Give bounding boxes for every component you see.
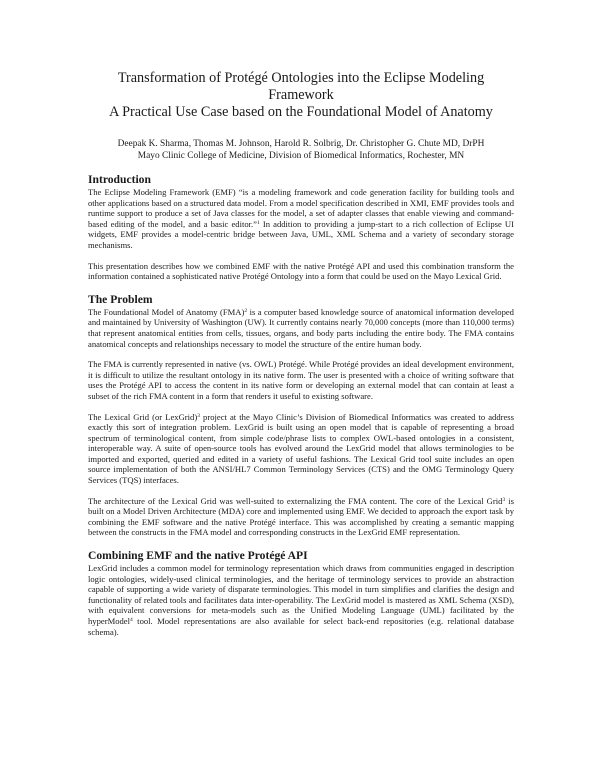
combining-paragraph-1: [88, 563, 514, 637]
problem-p3-text: The Lexical Grid (or LexGrid): [88, 411, 198, 422]
author-affiliation: Mayo Clinic College of Medicine, Division of Biomedical Informatics, Rochester, MN: [137, 151, 465, 161]
problem-paragraph-4: [88, 496, 514, 538]
intro-p1-text: The Eclipse Modeling Framework (EMF) “is a modeling framework and code generation facility for building tools and other applications based on a structured data model. From a model specification described in XMI, EMF provides tools and runtime support to produce a set of Java classes for the model, a set of adapter classes that enable viewing and command-based editing of the model, and a basic editor.”: [88, 187, 514, 229]
problem-p4-text-2: is built on a Model Driven Architecture (MDA) core and implemented using EMF. We decided to approach the export task by combining the EMF software and the native Protégé interface. This was accomplished by creating a semantic mapping between the constructs in the FMA model and corresponding constructs in the LexGrid EMF representation.: [88, 495, 514, 538]
combining-heading: Combining EMF and the native Protégé API: [88, 549, 308, 563]
author-block: [88, 138, 514, 162]
footnote-ref-4: 4: [130, 617, 133, 623]
problem-paragraph-3: [88, 412, 514, 486]
problem-p4-text: The architecture of the Lexical Grid was well-suited to externalizing the FMA content. The core of the Lexical Grid: [88, 495, 503, 506]
problem-heading: The Problem: [88, 292, 153, 306]
author-names: Deepak K. Sharma, Thomas M. Johnson, Harold R. Solbrig, Dr. Christopher G. Chute MD, DrPH: [117, 139, 485, 149]
title-line-1: Transformation of Protégé Ontologies into the Eclipse Modeling Framework: [117, 70, 485, 103]
section-problem: [88, 293, 514, 538]
footnote-ref-1: 1: [257, 219, 260, 226]
title-line-2: A Practical Use Case based on the Foundational Model of Anatomy: [109, 104, 493, 120]
footnote-ref-2: 2: [244, 307, 248, 314]
footnote-ref-3: 3: [197, 412, 200, 419]
footnote-ref-3b: 3: [502, 496, 506, 503]
problem-paragraph-1: [88, 307, 514, 349]
section-introduction: [88, 173, 514, 282]
problem-p1-text-2: is a computer based knowledge source of anatomical information developed and maintained by University of Washington (UW). It currently contains nearly 70,000 concepts (more than 110,000 terms) that represent anatomical entities from cells, tissues, organs, and body parts including the entire body. The FMA contains anatomical concepts and relationships necessary to model the structure of the entire human body.: [88, 306, 514, 349]
problem-p1-text: The Foundational Model of Anatomy (FMA): [88, 306, 245, 317]
introduction-paragraph-2: This presentation describes how we combined EMF with the native Protégé API and used this combination transform the information contained a sophisticated native Protégé Ontology into a form that could be used on the Mayo Lexical Grid.: [88, 260, 514, 282]
section-combining: [88, 549, 514, 637]
combining-p1-text: LexGrid includes a common model for terminology representation which draws from communities engaged in description logic ontologies, widely-used clinical terminologies, and the heritage of terminology services to provide an abstraction capable of supporting a wide variety of disparate terminologies. This model in turn simplifies and clarifies the design and functionality of related tools and facilitates data inter-operability. The LexGrid model is mastered as XML Schema (XSD), with equivalent conversions for meta-models such as the Unified Modeling Language (UML) facilitated by the hyperModel: [88, 563, 514, 626]
introduction-heading: Introduction: [88, 173, 151, 186]
paper-title: [88, 70, 514, 121]
introduction-paragraph-1: [88, 187, 514, 251]
problem-p3-text-2: project at the Mayo Clinic’s Division of Biomedical Informatics was created to address exactly this sort of integration problem. LexGrid is built using an open model that is capable of representing a broad spectrum of terminological content, from simple code/phrase lists to complex OWL-based ontologies in a consistent, interoperable way. A suite of open-source tools has evolved around the LexGrid model that allows terminologies to be imported and exported, queried and edited in a variety of useful fashions. The Lexical Grid tool suite includes an open source implementation of both the ANSI/HL7 Common Terminology Services (CTS) and the OMG Terminology Query Services (TQS) interfaces.: [88, 411, 514, 486]
problem-paragraph-2: The FMA is currently represented in native (vs. OWL) Protégé. While Protégé provides an ideal development environment, it is difficult to utilize the resultant ontology in its native form. The user is presented with a choice of writing software that uses the Protégé API to access the content in its native form or developing an external model that can contain at least a subset of the rich FMA content in a form that renders it useful to existing software.: [88, 359, 514, 401]
intro-p1-text-2: In addition to providing a jump-start to a rich collection of Eclipse UI widgets, EMF provides a model-centric bridge between Java, UML, XML Schema and a variety of secondary storage mechanisms.: [88, 218, 514, 250]
combining-p1-text-2: tool. Model representations are also available for select back-end repositories (e.g. relational database schema).: [88, 616, 514, 637]
